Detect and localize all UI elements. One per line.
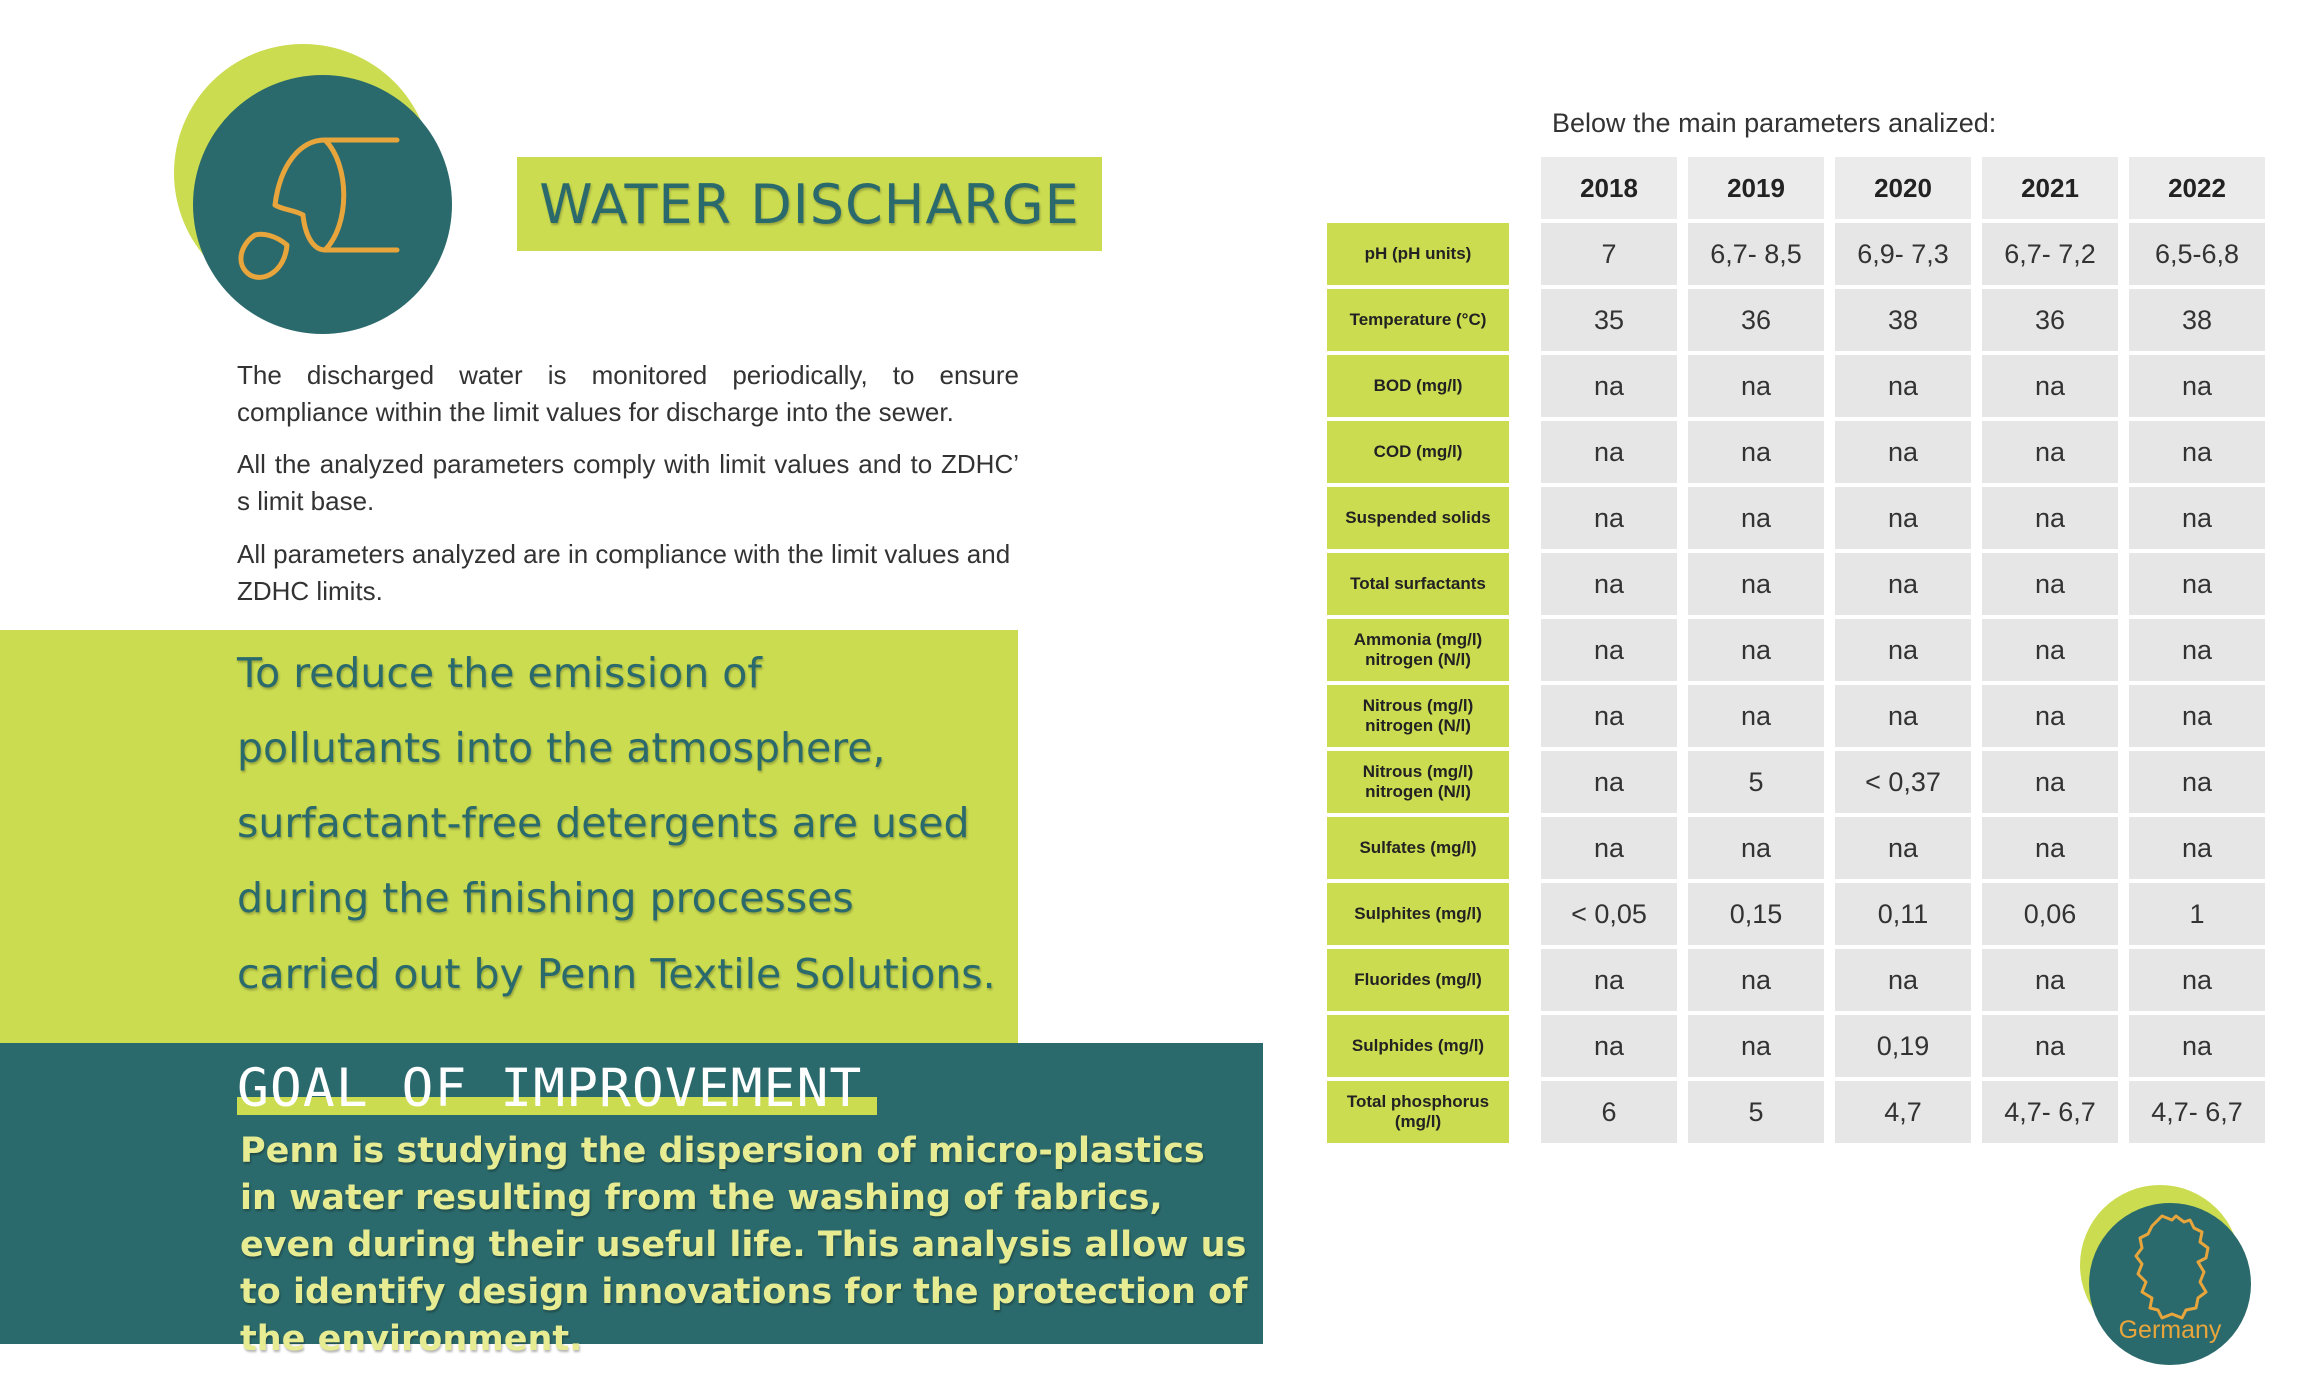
table-cell: na xyxy=(2129,1015,2265,1077)
table-cell: na xyxy=(1541,685,1677,747)
year-header: 2019 xyxy=(1688,157,1824,219)
table-cell: na xyxy=(2129,355,2265,417)
table-cell: na xyxy=(1835,553,1971,615)
table-cell: na xyxy=(1688,355,1824,417)
table-cell: na xyxy=(1541,751,1677,813)
table-cell: 6,5-6,8 xyxy=(2129,223,2265,285)
table-cell: 4,7- 6,7 xyxy=(1982,1081,2118,1143)
parameter-label: Suspended solids xyxy=(1327,487,1509,549)
table-cell: < 0,05 xyxy=(1541,883,1677,945)
goal-title: GOAL OF IMPROVEMENT xyxy=(237,1058,863,1119)
table-cell: na xyxy=(1688,487,1824,549)
table-cell: na xyxy=(1541,1015,1677,1077)
intro-paragraph: All parameters analyzed are in compliance with the limit values and ZDHC limits. xyxy=(237,539,1011,606)
page-title-box xyxy=(517,157,1102,251)
table-cell: na xyxy=(1835,421,1971,483)
page-title: WATER DISCHARGE xyxy=(539,172,1080,236)
table-cell: 7 xyxy=(1541,223,1677,285)
table-cell: na xyxy=(2129,619,2265,681)
table-cell: na xyxy=(2129,751,2265,813)
table-cell: 35 xyxy=(1541,289,1677,351)
table-cell: 5 xyxy=(1688,1081,1824,1143)
table-cell: 4,7- 6,7 xyxy=(2129,1081,2265,1143)
parameter-label: Nitrous (mg/l) nitrogen (N/l) xyxy=(1327,685,1509,747)
table-cell: na xyxy=(2129,553,2265,615)
table-cell: na xyxy=(2129,487,2265,549)
table-cell: na xyxy=(1982,949,2118,1011)
table-cell: 4,7 xyxy=(1835,1081,1971,1143)
year-header: 2020 xyxy=(1835,157,1971,219)
table-cell: 6,9- 7,3 xyxy=(1835,223,1971,285)
table-cell: < 0,37 xyxy=(1835,751,1971,813)
table-cell: na xyxy=(1982,355,2118,417)
table-cell: na xyxy=(1688,949,1824,1011)
table-cell: na xyxy=(1835,487,1971,549)
table-cell: na xyxy=(1541,487,1677,549)
parameter-label: Fluorides (mg/l) xyxy=(1327,949,1509,1011)
table-cell: na xyxy=(1982,553,2118,615)
table-cell: na xyxy=(1982,421,2118,483)
quote-line: pollutants into the atmosphere, xyxy=(237,724,886,772)
parameter-label: Total phosphorus (mg/l) xyxy=(1327,1081,1509,1143)
year-header: 2018 xyxy=(1541,157,1677,219)
parameter-label: Sulphides (mg/l) xyxy=(1327,1015,1509,1077)
table-cell: na xyxy=(1688,421,1824,483)
table-cell: 6,7- 8,5 xyxy=(1688,223,1824,285)
parameter-label: COD (mg/l) xyxy=(1327,421,1509,483)
parameter-label: Ammonia (mg/l) nitrogen (N/l) xyxy=(1327,619,1509,681)
table-cell: na xyxy=(1688,553,1824,615)
table-cell: na xyxy=(1982,487,2118,549)
parameter-label: Nitrous (mg/l) nitrogen (N/l) xyxy=(1327,751,1509,813)
table-cell: na xyxy=(1688,1015,1824,1077)
table-cell: 38 xyxy=(1835,289,1971,351)
table-cell: na xyxy=(1835,619,1971,681)
table-cell: 0,19 xyxy=(1835,1015,1971,1077)
table-cell: na xyxy=(1982,685,2118,747)
parameter-label: Sulfates (mg/l) xyxy=(1327,817,1509,879)
table-cell: na xyxy=(2129,421,2265,483)
parameter-label: Sulphites (mg/l) xyxy=(1327,883,1509,945)
table-cell: na xyxy=(1835,355,1971,417)
parameter-label: Total surfactants xyxy=(1327,553,1509,615)
table-intro: Below the main parameters analized: xyxy=(1552,108,1997,138)
germany-map-icon xyxy=(2128,1212,2218,1322)
table-cell: na xyxy=(1541,817,1677,879)
table-cell: 0,15 xyxy=(1688,883,1824,945)
table-cell: na xyxy=(2129,949,2265,1011)
pipe-discharge-icon xyxy=(225,125,415,285)
quote-line: surfactant-free detergents are used xyxy=(237,799,970,847)
table-cell: 6 xyxy=(1541,1081,1677,1143)
table-cell: na xyxy=(1688,685,1824,747)
table-cell: na xyxy=(1541,355,1677,417)
year-header: 2021 xyxy=(1982,157,2118,219)
table-cell: 36 xyxy=(1982,289,2118,351)
table-cell: na xyxy=(1541,553,1677,615)
table-cell: 0,06 xyxy=(1982,883,2118,945)
table-cell: na xyxy=(1541,949,1677,1011)
quote-line: To reduce the emission of xyxy=(237,649,762,697)
table-cell: na xyxy=(2129,817,2265,879)
table-cell: 6,7- 7,2 xyxy=(1982,223,2118,285)
quote-line: carried out by Penn Textile Solutions. xyxy=(237,950,996,998)
year-header: 2022 xyxy=(2129,157,2265,219)
intro-paragraph: The discharged water is monitored periodically, to ensure compliance within the limit values for discharge into the sewer. xyxy=(237,360,1019,427)
table-cell: na xyxy=(1982,751,2118,813)
table-cell: na xyxy=(1688,619,1824,681)
table-cell: 1 xyxy=(2129,883,2265,945)
table-cell: 36 xyxy=(1688,289,1824,351)
intro-paragraph: All the analyzed parameters comply with limit values and to ZDHC’ s limit base. xyxy=(237,449,1019,516)
table-cell: na xyxy=(1982,817,2118,879)
table-cell: 38 xyxy=(2129,289,2265,351)
parameter-label: BOD (mg/l) xyxy=(1327,355,1509,417)
location-label: Germany xyxy=(2118,1316,2222,1344)
goal-text: Penn is studying the dispersion of micro-plastics in water resulting from the washing of fabrics, even during their useful life. This analysis allow us to identify design innovations for the protection of the environment. xyxy=(240,1131,1248,1359)
table-cell: na xyxy=(1541,421,1677,483)
table-cell: 5 xyxy=(1688,751,1824,813)
table-cell: na xyxy=(1982,619,2118,681)
table-cell: na xyxy=(1688,817,1824,879)
table-cell: na xyxy=(2129,685,2265,747)
table-cell: na xyxy=(1835,817,1971,879)
table-cell: na xyxy=(1835,949,1971,1011)
table-cell: na xyxy=(1982,1015,2118,1077)
table-cell: 0,11 xyxy=(1835,883,1971,945)
quote-line: during the finishing processes xyxy=(237,874,854,922)
parameter-label: pH (pH units) xyxy=(1327,223,1509,285)
table-cell: na xyxy=(1835,685,1971,747)
table-cell: na xyxy=(1541,619,1677,681)
parameter-label: Temperature (°C) xyxy=(1327,289,1509,351)
